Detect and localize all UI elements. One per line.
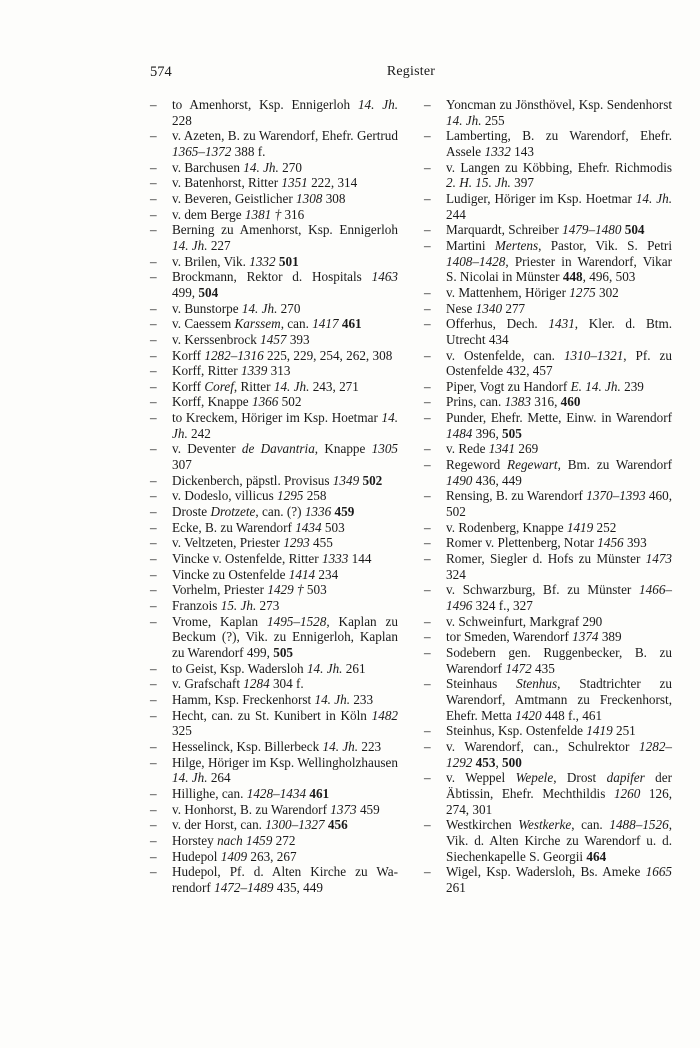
index-entry: – v. Honhorst, B. zu Warendorf 1373 459: [150, 802, 398, 818]
index-entry: – Lamberting, B. zu Warendorf, Ehefr. Assele 1332 143: [424, 128, 672, 159]
index-entry: – Horstey nach 1459 272: [150, 833, 398, 849]
index-entry: – v. Dodeslo, villicus 1295 258: [150, 488, 398, 504]
index-entry: – Vrome, Kaplan 1495–1528, Kaplan zu Beckum (?), Vik. zu Ennigerloh, Kaplan zu Warendorf 499, 505: [150, 614, 398, 661]
index-entry: – Hesselinck, Ksp. Billerbeck 14. Jh. 223: [150, 739, 398, 755]
index-entry: – to Geist, Ksp. Wadersloh 14. Jh. 261: [150, 661, 398, 677]
index-entry: – Punder, Ehefr. Mette, Einw. in Warendorf 1484 396, 505: [424, 410, 672, 441]
index-entry: – v. Brilen, Vik. 1332 501: [150, 254, 398, 270]
index-entry: – v. Veltzeten, Priester 1293 455: [150, 535, 398, 551]
index-entry: – Dickenberch, päpstl. Provisus 1349 502: [150, 473, 398, 489]
index-entry: – v. Batenhorst, Ritter 1351 222, 314: [150, 175, 398, 191]
index-entry: – v. der Horst, can. 1300–1327 456: [150, 817, 398, 833]
index-entry: – Steinhus, Ksp. Ostenfelde 1419 251: [424, 723, 672, 739]
index-entry: – Steinhaus Stenhus, Stadtrichter zu Warendorf, Amtmann zu Freckenhorst, Ehefr. Metta 1420 448 f., 461: [424, 676, 672, 723]
index-entry: – Marquardt, Schreiber 1479–1480 504: [424, 222, 672, 238]
page-number: 574: [150, 64, 172, 80]
running-head: Register: [386, 64, 436, 79]
index-entry: – v. Langen zu Köbbing, Ehefr. Richmodis 2. H. 15. Jh. 397: [424, 160, 672, 191]
index-entry: – v. Weppel Wepele, Drost dapifer der Äbtissin, Ehefr. Mechthildis 1260 126, 274, 301: [424, 770, 672, 817]
index-entry: – v. Warendorf, can., Schulrektor 1282–1292 453, 500: [424, 739, 672, 770]
index-entry: – Brockmann, Rektor d. Hospitals 1463 499, 504: [150, 269, 398, 300]
index-entry: – to Amenhorst, Ksp. Ennigerloh 14. Jh. 228: [150, 97, 398, 128]
index-entry: – Ludiger, Höriger im Ksp. Hoetmar 14. Jh. 244: [424, 191, 672, 222]
index-entry: – Vincke v. Ostenfelde, Ritter 1333 144: [150, 551, 398, 567]
index-entry: – v. Barchusen 14. Jh. 270: [150, 160, 398, 176]
page-header: [150, 64, 672, 84]
index-entry: – v. Kerssenbrock 1457 393: [150, 332, 398, 348]
index-entry: – Piper, Vogt zu Handorf E. 14. Jh. 239: [424, 379, 672, 395]
index-entry: – Hudepol, Pf. d. Alten Kirche zu Warendorf 1472–1489 435, 449: [150, 864, 398, 895]
index-entry: – Vorhelm, Priester 1429 † 503: [150, 582, 398, 598]
index-entry: – Korff, Ritter 1339 313: [150, 363, 398, 379]
index-entry: – v. Caessem Karssem, can. 1417 461: [150, 316, 398, 332]
index-columns: [150, 97, 672, 895]
index-entry: – Sodebern gen. Ruggenbecker, B. zu Warendorf 1472 435: [424, 645, 672, 676]
index-entry: – v. Schweinfurt, Markgraf 290: [424, 614, 672, 630]
index-entry: – v. Schwarzburg, Bf. zu Münster 1466–1496 324 f., 327: [424, 582, 672, 613]
index-entry: – tor Smeden, Warendorf 1374 389: [424, 629, 672, 645]
index-entry: – Prins, can. 1383 316, 460: [424, 394, 672, 410]
index-entry: – v. Grafschaft 1284 304 f.: [150, 676, 398, 692]
index-entry: – Franzois 15. Jh. 273: [150, 598, 398, 614]
index-entry: – Hecht, can. zu St. Kunibert in Köln 1482 325: [150, 708, 398, 739]
index-entry: – Romer, Siegler d. Hofs zu Münster 1473 324: [424, 551, 672, 582]
index-entry: – Martini Mertens, Pastor, Vik. S. Petri 1408–1428, Priester in Warendorf, Vikar S. Nicolai in Münster 448, 496, 503: [424, 238, 672, 285]
index-column-left: [150, 97, 398, 895]
index-entry: – v. Deventer de Davantria, Knappe 1305 307: [150, 441, 398, 472]
index-entry: – Korff, Knappe 1366 502: [150, 394, 398, 410]
index-entry: – Rensing, B. zu Warendorf 1370–1393 460, 502: [424, 488, 672, 519]
index-entry: – Vincke zu Ostenfelde 1414 234: [150, 567, 398, 583]
index-entry: – Westkirchen Westkerke, can. 1488–1526, Vik. d. Alten Kirche zu Warendorf u. d. Siechenkapelle S. Georgii 464: [424, 817, 672, 864]
index-entry: – v. Rede 1341 269: [424, 441, 672, 457]
index-entry: – v. Bunstorpe 14. Jh. 270: [150, 301, 398, 317]
index-entry: – Nese 1340 277: [424, 301, 672, 317]
index-entry: – v. Beveren, Geistlicher 1308 308: [150, 191, 398, 207]
index-entry: – Korff Coref, Ritter 14. Jh. 243, 271: [150, 379, 398, 395]
index-entry: – v. Ostenfelde, can. 1310–1321, Pf. zu Ostenfelde 432, 457: [424, 348, 672, 379]
index-entry: – Romer v. Plettenberg, Notar 1456 393: [424, 535, 672, 551]
index-entry: – to Kreckem, Höriger im Ksp. Hoetmar 14. Jh. 242: [150, 410, 398, 441]
index-entry: – Hillighe, can. 1428–1434 461: [150, 786, 398, 802]
index-column-right: [424, 97, 672, 895]
index-entry: – v. dem Berge 1381 † 316: [150, 207, 398, 223]
index-entry: – Berning zu Amenhorst, Ksp. Ennigerloh 14. Jh. 227: [150, 222, 398, 253]
index-entry: – Offerhus, Dech. 1431, Kler. d. Btm. Utrecht 434: [424, 316, 672, 347]
index-entry: – Hilge, Höriger im Ksp. Wellingholzhausen 14. Jh. 264: [150, 755, 398, 786]
index-entry: – Wigel, Ksp. Wadersloh, Bs. Ameke 1665 261: [424, 864, 672, 895]
index-entry: – Korff 1282–1316 225, 229, 254, 262, 308: [150, 348, 398, 364]
index-entry: – Droste Drotzete, can. (?) 1336 459: [150, 504, 398, 520]
index-entry: – Regeword Regewart, Bm. zu Warendorf 1490 436, 449: [424, 457, 672, 488]
index-entry: – v. Azeten, B. zu Warendorf, Ehefr. Gertrud 1365–1372 388 f.: [150, 128, 398, 159]
index-entry: – Yoncman zu Jönsthövel, Ksp. Sendenhorst 14. Jh. 255: [424, 97, 672, 128]
index-entry: – v. Mattenhem, Höriger 1275 302: [424, 285, 672, 301]
index-entry: – v. Rodenberg, Knappe 1419 252: [424, 520, 672, 536]
index-entry: – Hamm, Ksp. Freckenhorst 14. Jh. 233: [150, 692, 398, 708]
index-entry: – Hudepol 1409 263, 267: [150, 849, 398, 865]
index-entry: – Ecke, B. zu Warendorf 1434 503: [150, 520, 398, 536]
